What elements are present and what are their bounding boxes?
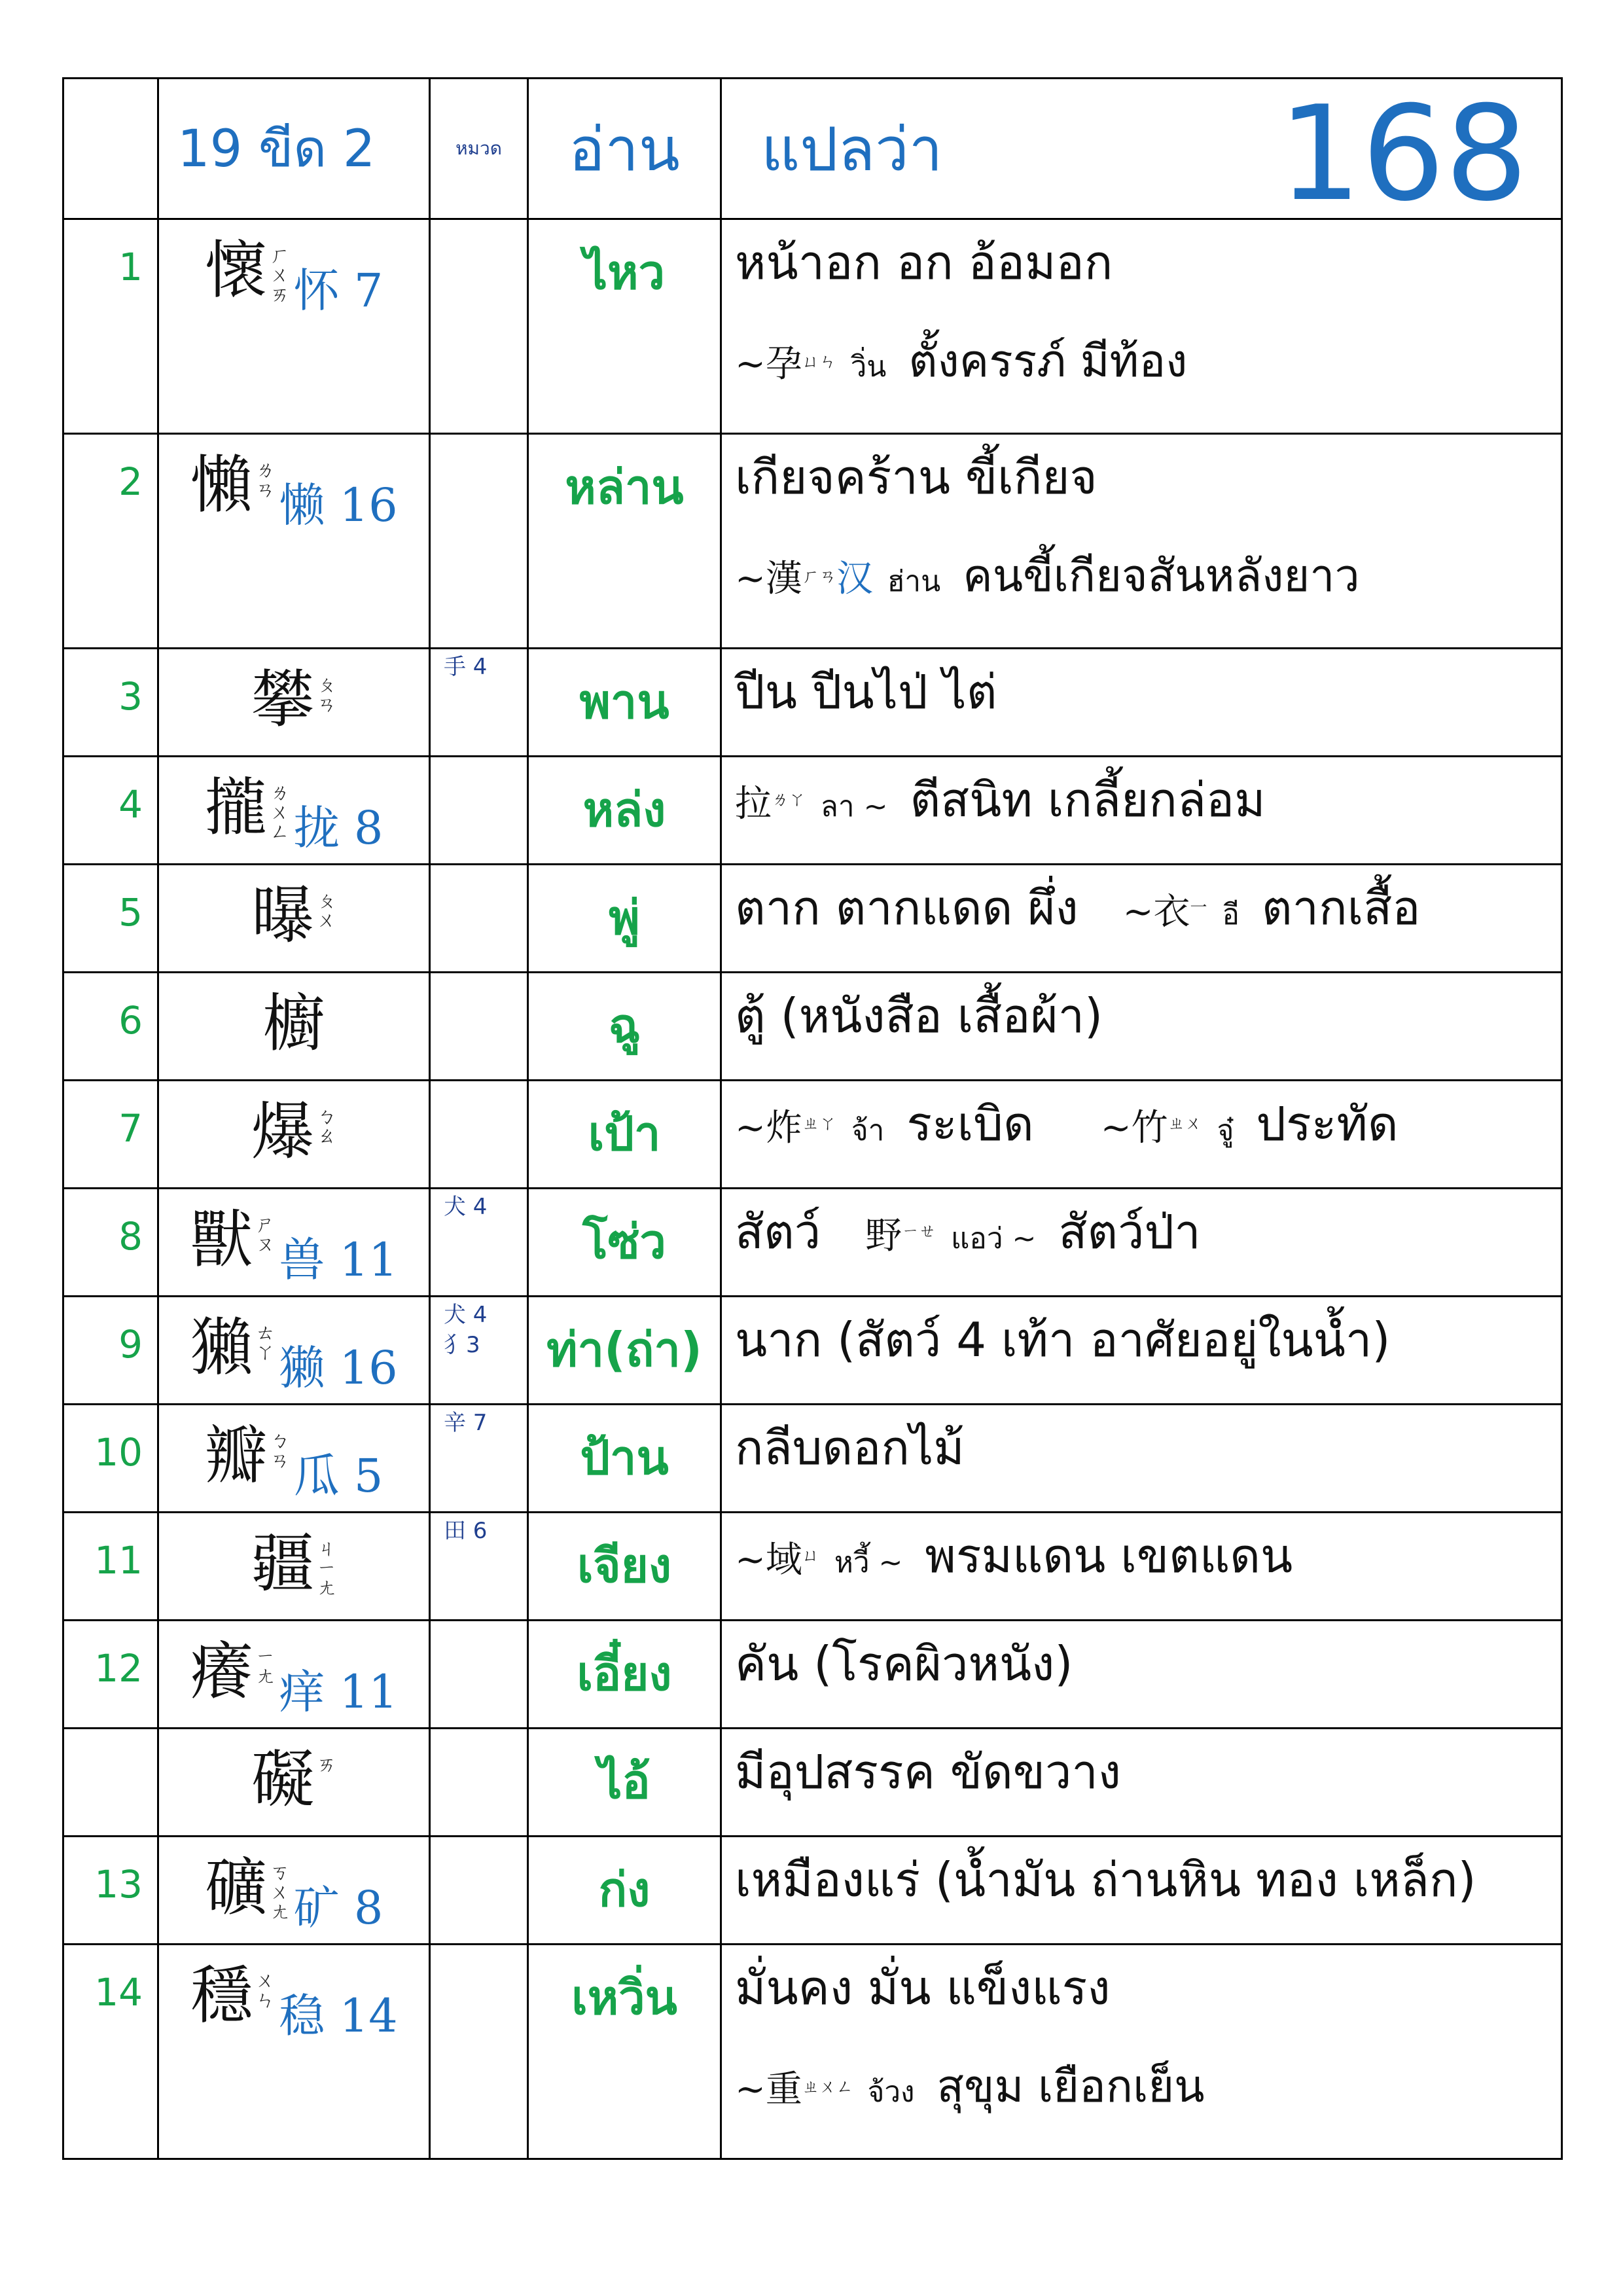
meaning-cell [721, 1837, 1562, 1945]
example-simplified: 汉 [836, 558, 873, 600]
simplified-character: 瓜 5 [293, 1449, 383, 1503]
character-cell [158, 1621, 430, 1729]
zhuyin-symbol: ㄅ [317, 1105, 336, 1128]
header-num-cell [63, 79, 158, 219]
radical-info [430, 757, 528, 865]
example-phrase [735, 335, 1187, 394]
entry-number: 12 [63, 1621, 158, 1729]
example-reading: จ้วง [867, 2075, 915, 2109]
radical-info: 辛 7 [430, 1405, 528, 1513]
thai-reading: เป้า [528, 1081, 721, 1189]
entry-number: 10 [63, 1405, 158, 1513]
example-hanzi: ~域 [735, 1539, 802, 1581]
meaning-cell [721, 1729, 1562, 1837]
thai-reading: ป้าน [528, 1405, 721, 1513]
entry-number: 5 [63, 865, 158, 973]
meaning-cell [721, 1297, 1562, 1405]
zhuyin [317, 1755, 336, 1775]
radical-info [430, 1945, 528, 2159]
example-phrase [735, 1529, 902, 1590]
zhuyin-symbol: ㄧ [255, 1645, 276, 1668]
zhuyin-symbol: ㄧ [317, 1557, 336, 1580]
example-meaning: ระเบิด [906, 1096, 1034, 1151]
example-hanzi: ~漢 [735, 558, 802, 600]
meaning-cell [721, 1189, 1562, 1297]
character-cell [158, 1837, 430, 1945]
zhuyin [255, 1647, 275, 1687]
meaning-cell [721, 1405, 1562, 1513]
entry-row [63, 1513, 1562, 1621]
character-cell [158, 1729, 430, 1837]
example-reading: ลา ~ [820, 790, 888, 823]
entry-row [63, 1297, 1562, 1405]
example-meaning: ประทัด [1256, 1096, 1399, 1151]
traditional-character: 攏 [204, 771, 268, 844]
character-cell [158, 1189, 430, 1297]
example-hanzi: 野 [865, 1215, 902, 1257]
meaning-cell [721, 973, 1562, 1081]
traditional-character: 櫥 [262, 987, 325, 1060]
entry-row [63, 219, 1562, 434]
meaning-line [735, 1205, 1561, 1266]
traditional-character: 懷 [204, 234, 268, 307]
zhuyin-symbol: ㄤ [270, 1901, 290, 1924]
entry-row [63, 1729, 1562, 1837]
meaning-text: สัตว์ [735, 1204, 821, 1259]
character-cell [158, 757, 430, 865]
zhuyin-symbol: ㄕ [255, 1213, 276, 1236]
zhuyin-symbol: ㄊ [255, 1321, 276, 1344]
example-line [735, 335, 1561, 394]
example-reading: จ้า [851, 1114, 885, 1147]
example-zhuyin: ㄧㄝ [902, 1222, 936, 1242]
simplified-character: 拢 8 [293, 801, 383, 855]
example-reading: หวี้ ~ [834, 1546, 903, 1579]
entry-row [63, 1405, 1562, 1513]
traditional-character: 攀 [251, 663, 314, 736]
example-zhuyin: ㄩ [802, 1546, 819, 1566]
meaning-line [735, 236, 1561, 289]
meaning-text: เกียจคร้าน ขี้เกียจ [735, 450, 1097, 505]
thai-reading: โซ่ว [528, 1189, 721, 1297]
character-cell [158, 1405, 430, 1513]
example-zhuyin: ㄏㄢ [802, 567, 836, 586]
example-meaning: ตั้งครรภ์ มีท้อง [908, 336, 1188, 387]
meaning-line [735, 881, 1561, 942]
zhuyin-symbol: ㄢ [317, 693, 336, 716]
character-cell [158, 973, 430, 1081]
entry-row [63, 757, 1562, 865]
example-reading: อี [1222, 898, 1240, 931]
character-group [159, 988, 429, 1060]
entry-row [63, 1945, 1562, 2159]
meaning-cell [721, 434, 1562, 649]
zhuyin-symbol: ㄞ [317, 1753, 336, 1776]
traditional-character: 疆 [251, 1527, 314, 1600]
zhuyin-symbol: ㄅ [270, 1429, 290, 1452]
example-reading: จู๋ [1217, 1114, 1234, 1147]
header-row [63, 79, 1562, 219]
example-phrase [735, 550, 1360, 609]
meaning-line [735, 1853, 1561, 1907]
zhuyin-symbol: ㄠ [317, 1125, 336, 1148]
header-meaning: แปลว่า [761, 114, 943, 185]
entry-row [63, 973, 1562, 1081]
radical-info [430, 219, 528, 434]
zhuyin-symbol: ㄞ [270, 283, 290, 306]
character-group [159, 1852, 429, 1937]
page-number: 168 [1278, 78, 1528, 230]
example-reading: ฮ่าน [887, 565, 941, 598]
entry-row [63, 434, 1562, 649]
example-hanzi: ~重 [735, 2068, 802, 2111]
zhuyin-symbol: ㄨ [270, 1881, 290, 1904]
simplified-character: 稳 14 [279, 1989, 398, 2043]
meaning-text: มั่นคง มั่น แข็งแรง [735, 1960, 1111, 2015]
meaning-line [735, 989, 1561, 1043]
thai-reading: หล่ง [528, 757, 721, 865]
zhuyin-symbol: ㄨ [255, 1969, 276, 1992]
zhuyin [270, 246, 290, 305]
character-group [159, 664, 429, 736]
entry-number: 14 [63, 1945, 158, 2159]
zhuyin-symbol: ㄆ [317, 673, 336, 696]
meaning-line [735, 1313, 1561, 1367]
meaning-cell [721, 1945, 1562, 2159]
character-cell [158, 649, 430, 757]
simplified-character: 懒 16 [279, 478, 398, 532]
example-phrase [735, 1097, 1034, 1158]
zhuyin-symbol: ㄐ [317, 1537, 336, 1560]
example-line [735, 2060, 1561, 2119]
character-cell [158, 219, 430, 434]
meaning-text: ตาก ตากแดด ผึ่ง [735, 880, 1079, 935]
entry-number: 2 [63, 434, 158, 649]
entry-row [63, 1837, 1562, 1945]
meaning-text: ตู้ (หนังสือ เสื้อผ้า) [735, 988, 1103, 1043]
thai-reading: เอี๋ยง [528, 1621, 721, 1729]
zhuyin-symbol: ㄢ [270, 1449, 290, 1472]
dictionary-sheet [62, 77, 1561, 2153]
example-reading: แอว่ ~ [951, 1222, 1037, 1255]
example-hanzi: ~竹 [1100, 1107, 1168, 1149]
character-group [159, 880, 429, 952]
thai-reading: ท่า(ถ่า) [528, 1297, 721, 1405]
example-phrase [1123, 881, 1421, 942]
zhuyin-symbol: ㄣ [255, 1989, 276, 2012]
character-cell [158, 1945, 430, 2159]
traditional-character: 獺 [190, 1311, 253, 1384]
entry-row [63, 1621, 1562, 1729]
simplified-character: 獭 16 [279, 1341, 398, 1395]
example-hanzi: ~孕 [735, 343, 802, 386]
character-group [159, 1096, 429, 1168]
example-meaning: สัตว์ป่า [1058, 1204, 1201, 1259]
meaning-text: มีอุปสรรค ขัดขวาง [735, 1744, 1121, 1799]
zhuyin-symbol: ㄨ [270, 264, 290, 287]
zhuyin-symbol: ㄌ [255, 459, 276, 482]
zhuyin [270, 783, 290, 842]
meaning-line [735, 773, 1561, 834]
example-zhuyin: ㄌㄚ [772, 790, 806, 810]
example-hanzi: ~炸 [735, 1107, 802, 1149]
zhuyin-symbol: ㄤ [255, 1665, 276, 1688]
radical-info: 田 6 [430, 1513, 528, 1621]
example-zhuyin: ㄓㄨㄥ [802, 2077, 853, 2097]
meaning-line [735, 450, 1561, 504]
zhuyin [270, 1431, 290, 1471]
radical-info: 手 4 [430, 649, 528, 757]
traditional-character: 礙 [251, 1743, 314, 1816]
thai-reading: เหวิ่น [528, 1945, 721, 2159]
zhuyin-symbol: ㄌ [270, 781, 290, 804]
zhuyin-symbol: ㄎ [270, 1861, 290, 1884]
radical-info: 犬 4 犭3 [430, 1297, 528, 1405]
character-group [159, 1420, 429, 1505]
thai-reading: ไอ้ [528, 1729, 721, 1837]
radical-info: 犬 4 [430, 1189, 528, 1297]
meaning-text: พรมแดน เขตแดน [925, 1528, 1293, 1583]
meaning-line [735, 1097, 1561, 1158]
zhuyin [317, 1539, 336, 1598]
meaning-cell [721, 757, 1562, 865]
zhuyin-symbol: ㄨ [317, 909, 336, 932]
thai-reading: เจียง [528, 1513, 721, 1621]
header-reading: อ่าน [528, 79, 721, 219]
character-cell [158, 865, 430, 973]
example-zhuyin: ㄩㄣ [802, 352, 836, 372]
thai-reading: หล่าน [528, 434, 721, 649]
traditional-character: 爆 [251, 1095, 314, 1168]
meaning-line [735, 1961, 1561, 2015]
example-phrase [735, 2060, 1205, 2119]
radical-info [430, 1837, 528, 1945]
entry-number: 3 [63, 649, 158, 757]
traditional-character: 礦 [204, 1851, 268, 1924]
entry-number: 9 [63, 1297, 158, 1405]
example-phrase [1101, 1097, 1399, 1158]
meaning-text: เหมืองแร่ (น้ำมัน ถ่านหิน ทอง เหล็ก) [735, 1852, 1476, 1907]
example-hanzi: ~衣 [1122, 891, 1190, 933]
header-radical: หมวด [430, 79, 528, 219]
zhuyin-symbol: ㄢ [255, 478, 276, 501]
meaning-line [735, 1421, 1561, 1475]
meaning-text: ตีสนิท เกลี้ยกล่อม [910, 772, 1266, 827]
radical-info [430, 1621, 528, 1729]
entry-row [63, 649, 1562, 757]
meaning-cell [721, 1513, 1562, 1621]
radical-info [430, 434, 528, 649]
simplified-character: 怀 7 [293, 264, 383, 317]
thai-reading: พาน [528, 649, 721, 757]
radical-info [430, 973, 528, 1081]
simplified-character: 兽 11 [279, 1233, 398, 1287]
meaning-text: กลีบดอกไม้ [735, 1420, 965, 1475]
character-group [159, 1636, 429, 1721]
example-zhuyin: 一 [1190, 898, 1207, 918]
zhuyin-symbol: ㄆ [317, 889, 336, 912]
meaning-cell [721, 1081, 1562, 1189]
traditional-character: 癢 [190, 1635, 253, 1708]
meaning-line [735, 1529, 1561, 1590]
meaning-cell [721, 219, 1562, 434]
traditional-character: 穩 [190, 1959, 253, 2032]
meaning-line [735, 1637, 1561, 1691]
zhuyin [317, 675, 336, 715]
simplified-character: 痒 11 [279, 1665, 398, 1719]
entry-number: 6 [63, 973, 158, 1081]
example-meaning: สุขุม เยือกเย็น [936, 2061, 1205, 2113]
character-group [159, 772, 429, 857]
entry-row [63, 865, 1562, 973]
entry-row [63, 1081, 1562, 1189]
example-hanzi: 拉 [735, 783, 772, 825]
character-group [159, 1204, 429, 1289]
entry-number: 13 [63, 1837, 158, 1945]
radical-info [430, 1729, 528, 1837]
entry-number: 7 [63, 1081, 158, 1189]
traditional-character: 曝 [251, 879, 314, 952]
example-meaning: คนขี้เกียจสันหลังยาว [963, 550, 1360, 602]
traditional-character: 瓣 [204, 1419, 268, 1492]
example-reading: วิ่น [850, 350, 887, 384]
entry-row [63, 1189, 1562, 1297]
entry-number [63, 1729, 158, 1837]
zhuyin-symbol: ㄨ [270, 801, 290, 824]
thai-reading: ฉู [528, 973, 721, 1081]
zhuyin [255, 461, 275, 500]
thai-reading: พู่ [528, 865, 721, 973]
meaning-cell [721, 649, 1562, 757]
simplified-character: 矿 8 [293, 1881, 383, 1935]
meaning-text: ปีน ปีนไป่ ไต่ [735, 664, 997, 719]
entry-number: 1 [63, 219, 158, 434]
character-cell [158, 1081, 430, 1189]
zhuyin-symbol: ㄤ [317, 1577, 336, 1600]
character-cell [158, 434, 430, 649]
zhuyin-symbol: ㄏ [270, 244, 290, 267]
meaning-cell [721, 1621, 1562, 1729]
vocab-table [62, 77, 1563, 2160]
example-phrase [735, 773, 887, 834]
meaning-text: คัน (โรคผิวหนัง) [735, 1636, 1073, 1691]
character-group [159, 1744, 429, 1816]
zhuyin [255, 1971, 275, 2011]
entry-number: 11 [63, 1513, 158, 1621]
traditional-character: 獸 [190, 1203, 253, 1276]
character-group [159, 449, 429, 535]
meaning-line [735, 1745, 1561, 1799]
character-cell [158, 1297, 430, 1405]
traditional-character: 懶 [190, 448, 253, 522]
zhuyin [255, 1215, 275, 1255]
header-stroke-count: 19 ขีด 2 [158, 79, 430, 219]
header-meaning-cell [721, 78, 1562, 230]
entry-number: 4 [63, 757, 158, 865]
radical-info [430, 865, 528, 973]
meaning-cell [721, 865, 1562, 973]
thai-reading: ไหว [528, 219, 721, 434]
example-zhuyin: ㄓㄚ [802, 1114, 836, 1134]
thai-reading: ก่ง [528, 1837, 721, 1945]
example-zhuyin: ㄓㄨ [1168, 1114, 1202, 1134]
zhuyin-symbol: ㄥ [270, 821, 290, 844]
radical-info [430, 1081, 528, 1189]
example-meaning: ตากเสื้อ [1261, 880, 1421, 935]
example-line [735, 550, 1561, 609]
zhuyin [270, 1863, 290, 1922]
example-phrase [865, 1205, 1201, 1266]
character-group [159, 1312, 429, 1397]
zhuyin-symbol: ㄡ [255, 1233, 276, 1256]
zhuyin-symbol: ㄚ [255, 1341, 276, 1364]
meaning-text: นาก (สัตว์ 4 เท้า อาศัยอยู่ในน้ำ) [735, 1312, 1391, 1367]
entry-number: 8 [63, 1189, 158, 1297]
character-cell [158, 1513, 430, 1621]
meaning-text: หน้าอก อก อ้อมอก [735, 235, 1113, 290]
character-group [159, 1960, 429, 2045]
character-group [159, 1528, 429, 1600]
zhuyin [255, 1323, 275, 1363]
zhuyin [317, 891, 336, 931]
character-group [159, 234, 429, 320]
zhuyin [317, 1107, 336, 1147]
meaning-line [735, 665, 1561, 719]
